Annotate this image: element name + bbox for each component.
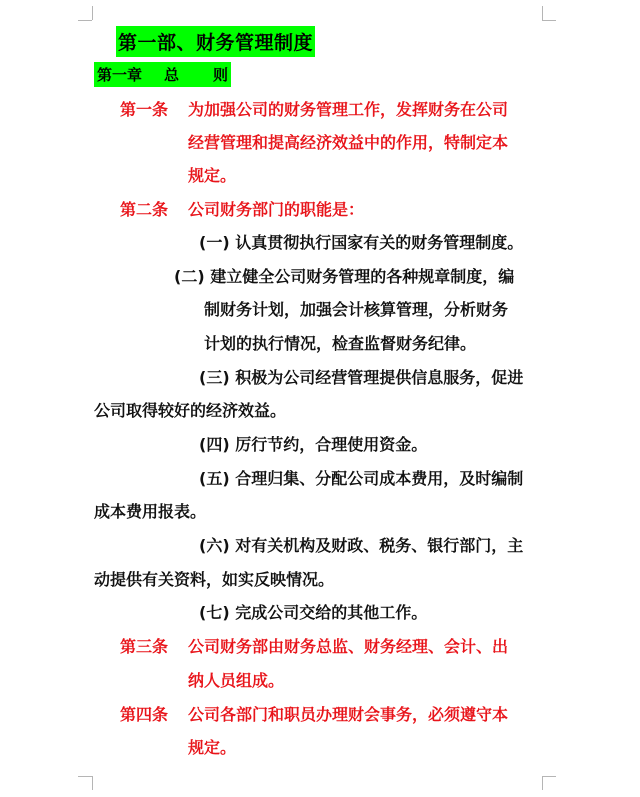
article-2-item-3-line-2: 公司取得较好的经济效益。 xyxy=(94,401,287,420)
article-1-label: 第一条 xyxy=(120,100,169,119)
article-2-item-5-line-1: (五) 合理归集、分配公司成本费用，及时编制 xyxy=(199,469,524,488)
article-3-line-2: 纳人员组成。 xyxy=(188,671,285,690)
article-1-line-2: 经营管理和提高经济效益中的作用，特制定本 xyxy=(188,133,509,152)
article-2-item-3-line-1: (三) 积极为公司经营管理提供信息服务，促进 xyxy=(199,368,524,387)
crop-mark-top-right-v xyxy=(542,6,543,20)
article-2-item-2-line-2: 制财务计划，加强会计核算管理，分析财务 xyxy=(204,300,509,319)
article-1-line-1: 为加强公司的财务管理工作，发挥财务在公司 xyxy=(188,100,509,119)
article-2-text: 公司财务部门的职能是： xyxy=(188,200,365,219)
crop-mark-bottom-right-v xyxy=(542,776,543,790)
crop-mark-bottom-left xyxy=(78,776,92,777)
crop-mark-bottom-left-v xyxy=(92,776,93,790)
article-2-item-1: (一) 认真贯彻执行国家有关的财务管理制度。 xyxy=(199,233,524,252)
article-2-label: 第二条 xyxy=(120,200,169,219)
article-2-item-7: (七) 完成公司交给的其他工作。 xyxy=(199,603,428,622)
article-2-item-5-line-2: 成本费用报表。 xyxy=(94,502,207,521)
article-4-line-1: 公司各部门和职员办理财会事务，必须遵守本 xyxy=(188,705,509,724)
crop-mark-top-right xyxy=(542,20,556,21)
article-2-item-2-line-1: (二) 建立健全公司财务管理的各种规章制度，编 xyxy=(174,267,515,286)
crop-mark-top-left-v xyxy=(92,6,93,20)
part-title: 第一部、财务管理制度 xyxy=(116,26,315,57)
chapter-word-1: 总 xyxy=(164,66,180,84)
article-2-item-2-line-3: 计划的执行情况，检查监督财务纪律。 xyxy=(204,334,477,353)
chapter-heading xyxy=(94,62,231,87)
article-2-item-6-line-1: (六) 对有关机构及财政、税务、银行部门，主 xyxy=(199,536,524,555)
chapter-word-2: 则 xyxy=(213,66,229,84)
article-4-line-2: 规定。 xyxy=(188,738,237,757)
article-4-label: 第四条 xyxy=(120,705,169,724)
article-2-item-6-line-2: 动提供有关资料，如实反映情况。 xyxy=(94,570,335,589)
article-2-item-4: (四) 厉行节约，合理使用资金。 xyxy=(199,435,428,454)
article-3-label: 第三条 xyxy=(120,637,169,656)
crop-mark-top-left xyxy=(78,20,92,21)
chapter-label: 第一章 xyxy=(97,66,143,84)
article-3-line-1: 公司财务部由财务总监、财务经理、会计、出 xyxy=(188,637,509,656)
crop-mark-bottom-right xyxy=(542,776,556,777)
article-1-line-3: 规定。 xyxy=(188,166,237,185)
